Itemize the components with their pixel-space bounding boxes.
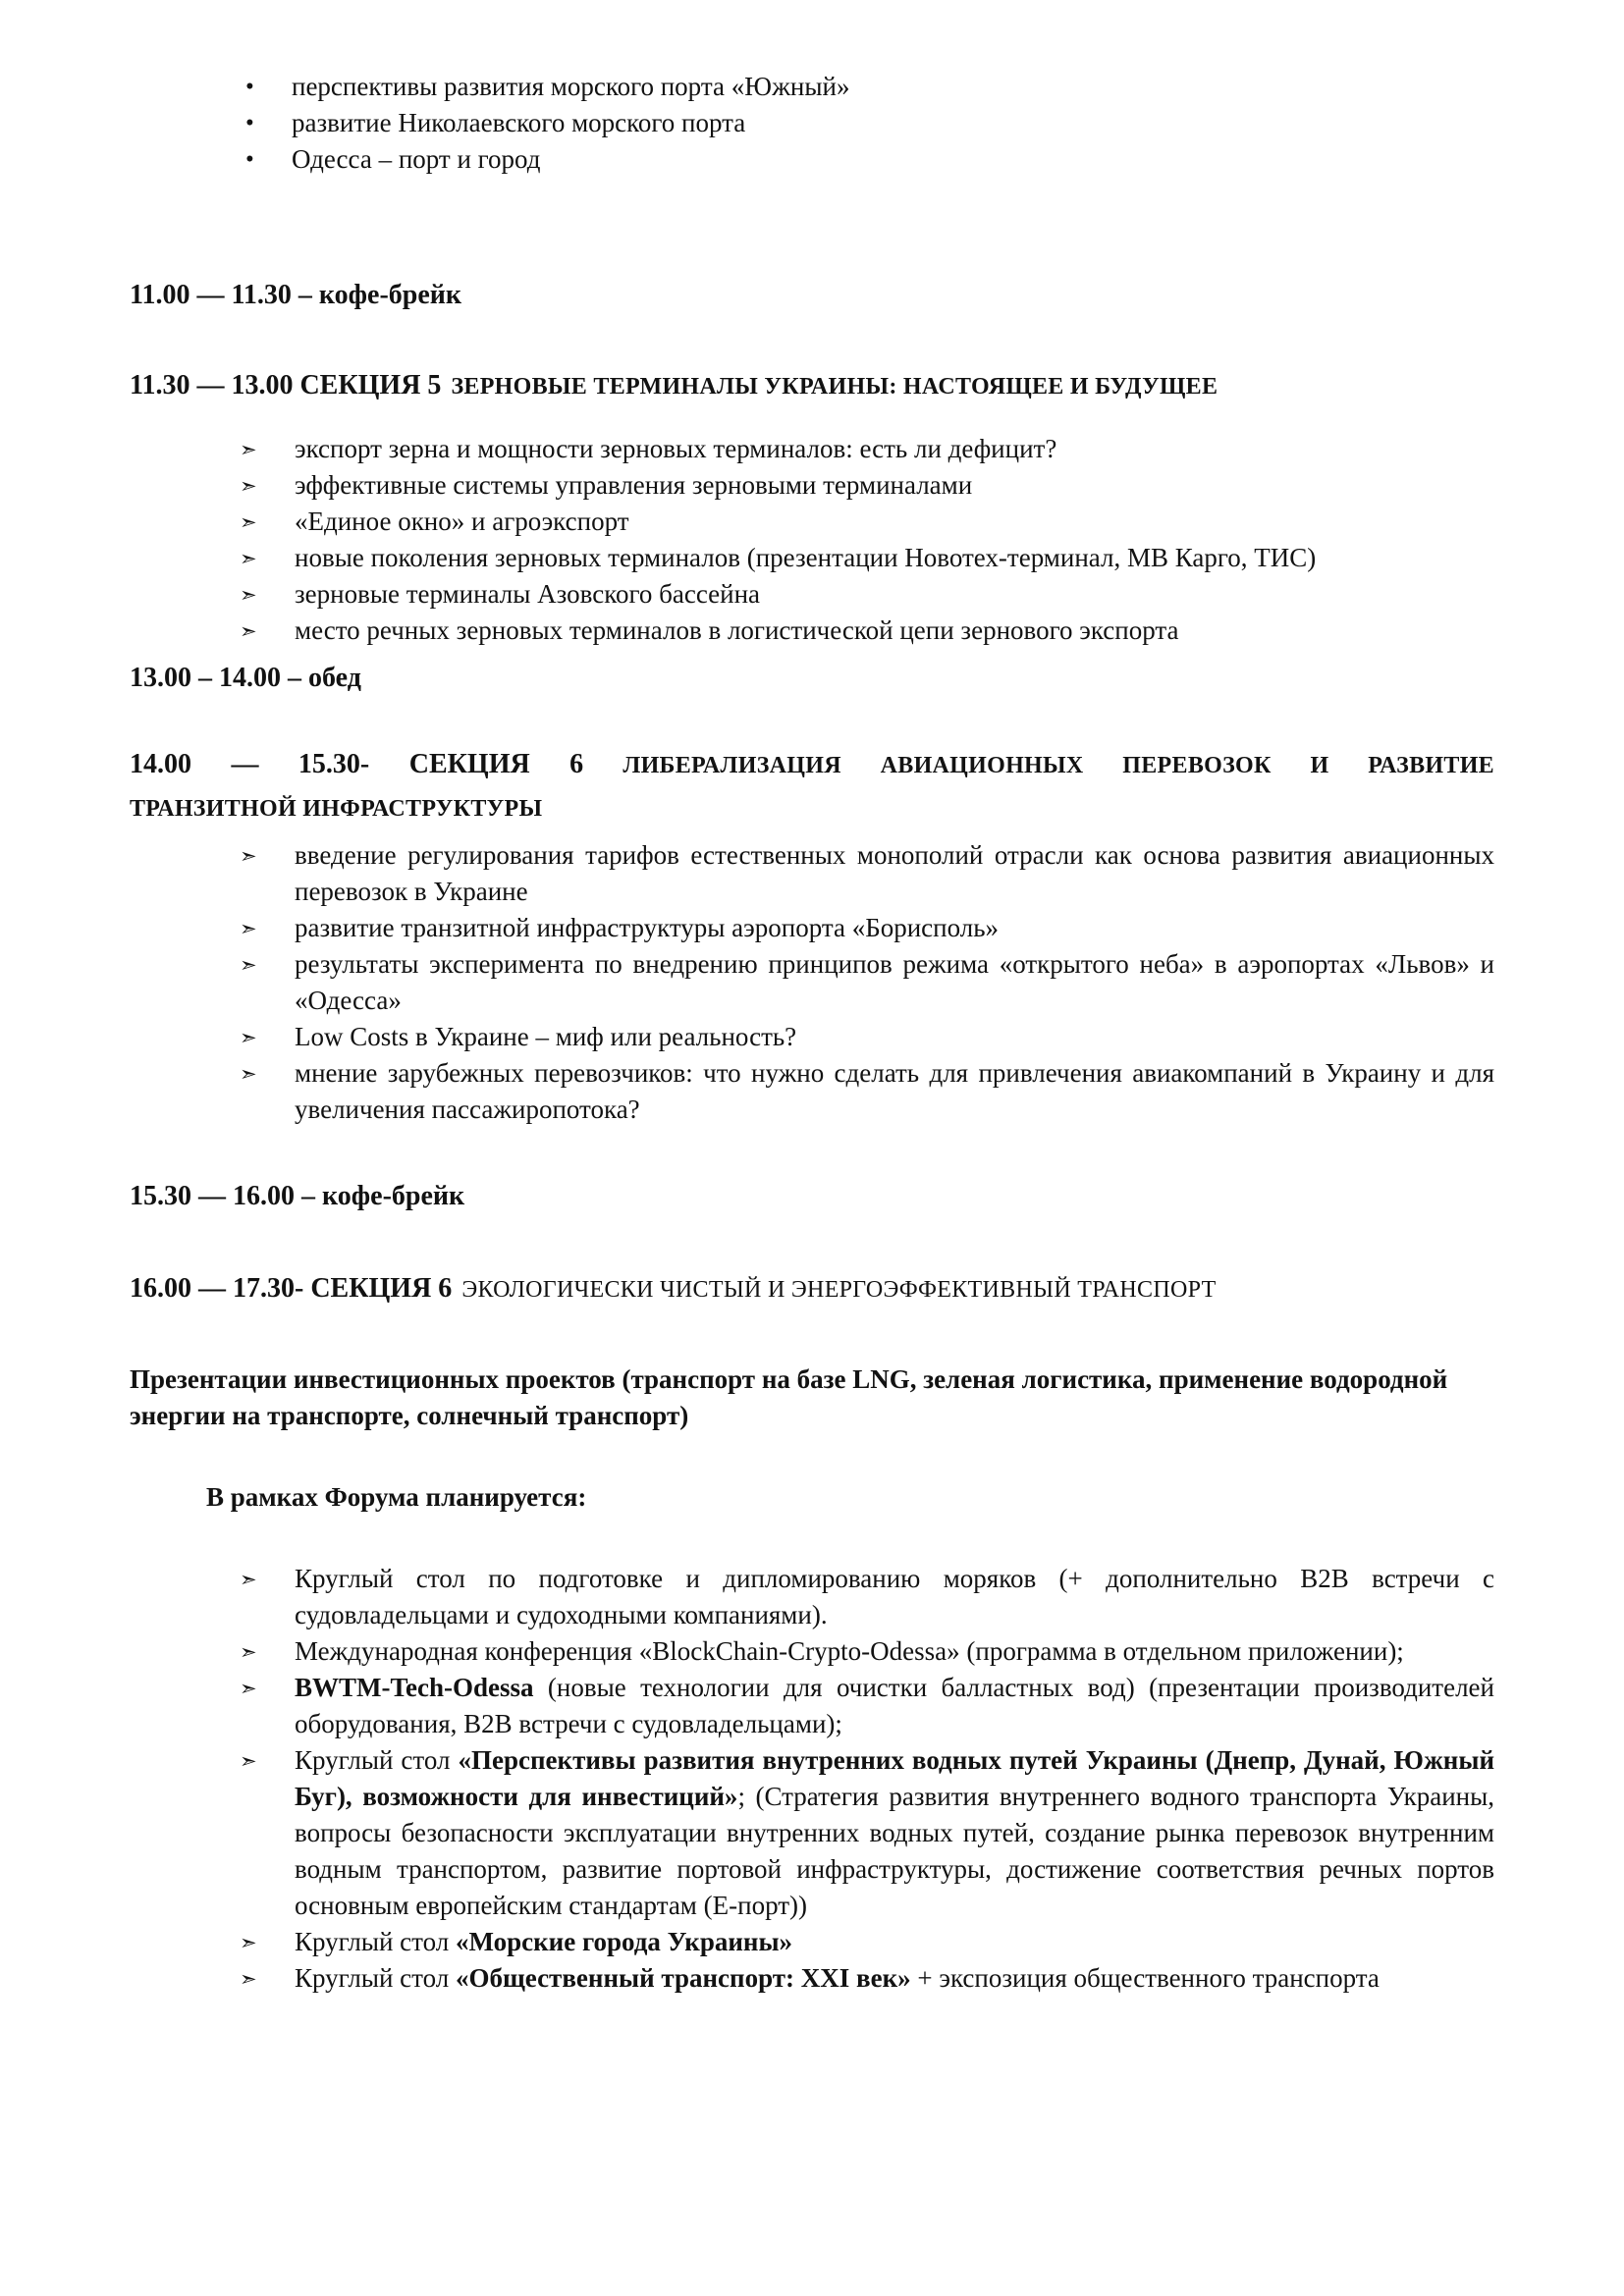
list-item [130,946,1494,1019]
list-item-text: экспорт зерна и мощности зерновых терминалов: есть ли дефицит? [295,434,1057,463]
section6b-time: 16.00 — 17.30- СЕКЦИЯ 6 [130,1273,453,1304]
list-item [130,141,1494,178]
section5-title: ЗЕРНОВЫЕ ТЕРМИНАЛЫ УКРАИНЫ: НАСТОЯЩЕЕ И БУДУЩЕЕ [451,374,1218,400]
arrow-bullet-icon: ➣ [240,1640,257,1664]
section6b-title: ЭКОЛОГИЧЕСКИ ЧИСТЫЙ И ЭНЕРГОЭФФЕКТИВНЫЙ ТРАНСПОРТ [461,1277,1217,1303]
text-run-bold: «Морские города Украины» [455,1927,793,1956]
investment-presentations-paragraph: Презентации инвестиционных проектов (транспорт на базе LNG, зеленая логистика, применение водородной энергии на транспорте, солнечный транспорт) [130,1364,1448,1430]
list-item-text: новые поколения зерновых терминалов (презентации Новотех-терминал, МВ Карго, ТИС) [295,543,1317,572]
list-item [130,576,1494,613]
arrow-bullet-icon: ➣ [240,917,257,940]
list-item [130,1055,1494,1128]
list-item [130,613,1494,649]
lunch-heading: 13.00 – 14.00 – обед [130,663,361,693]
arrow-bullet-icon: ➣ [240,547,257,570]
arrow-bullet-icon: ➣ [240,1026,257,1049]
section6a-heading [130,743,1494,829]
list-item [130,540,1494,576]
text-run-bold: «Общественный транспорт: XXI век» [455,1963,911,1993]
list-item [130,1670,1494,1742]
list-item-text [295,1636,1404,1666]
list-item [130,837,1494,910]
arrow-bullet-icon: ➣ [240,474,257,498]
section5-topic-list [130,431,1494,649]
list-item [130,105,1494,141]
section6b-heading [130,1267,1494,1310]
list-item-text [295,1963,1380,1993]
section6a-heading-line2 [130,786,1494,829]
list-item [130,910,1494,946]
arrow-bullet-icon: ➣ [240,1062,257,1086]
coffee-break-1-heading: 11.00 — 11.30 – кофе-брейк [130,280,462,310]
forum-plan-heading: В рамках Форума планируется: [206,1482,587,1512]
arrow-bullet-icon: ➣ [240,1967,257,1991]
arrow-bullet-icon: ➣ [240,619,257,643]
arrow-bullet-icon: ➣ [240,583,257,607]
list-item-text: результаты эксперимента по внедрению принципов режима «открытого неба» в аэропортах «Львов» и «Одесса» [295,949,1494,1015]
section5-heading [130,364,1494,407]
list-item-text: эффективные системы управления зерновыми терминалами [295,470,973,500]
text-run: ; (Стратегия развития внутреннего водного транспорта Украины, вопросы безопасности эксплуатации внутренних водных путей, создание рынка перевозок внутренним водным транспортом, развитие портовой инфраструктуры, достижение соответствия речных портов основным европейским стандартам (Е-порт)) [295,1782,1494,1920]
list-item-text: «Единое окно» и агроэкспорт [295,507,629,536]
section6a-title-line2: ТРАНЗИТНОЙ ИНФРАСТРУКТУРЫ [130,796,543,822]
list-item-text: развитие Николаевского морского порта [292,108,746,137]
list-item [130,431,1494,467]
arrow-bullet-icon: ➣ [240,1931,257,1954]
section6a-title-line1: ЛИБЕРАЛИЗАЦИЯ АВИАЦИОННЫХ ПЕРЕВОЗОК И РАЗВИТИЕ [623,753,1494,778]
text-run: + экспозиция общественного транспорта [910,1963,1380,1993]
list-item-text: Low Costs в Украине – миф или реальность? [295,1022,797,1051]
text-run: Круглый стол [295,1745,459,1775]
text-run: Круглый стол [295,1963,456,1993]
text-run-bold: «Перспективы развития внутренних водных путей Украины (Днепр, Дунай, Южный Буг), возможности для инвестиций» [295,1745,1495,1811]
coffee-break-2-heading: 15.30 — 16.00 – кофе-брейк [130,1181,465,1211]
text-run: (новые технологии для очистки балластных вод) (презентации производителей оборудования, B2B встречи с судовладельцами); [295,1673,1494,1738]
list-item-text: зерновые терминалы Азовского бассейна [295,579,761,609]
list-item-text: мнение зарубежных перевозчиков: что нужно сделать для привлечения авиакомпаний в Украину и для увеличения пассажиропотока? [295,1058,1494,1124]
arrow-bullet-icon: ➣ [240,1749,257,1773]
list-item-text [295,1745,1494,1920]
list-item [130,1561,1494,1633]
list-item [130,1742,1494,1924]
list-item-text: перспективы развития морского порта «Южный» [292,72,850,101]
disc-bullet-icon: • [245,74,254,100]
section6a-topic-list [130,837,1494,1128]
disc-bullet-icon: • [245,110,254,136]
arrow-bullet-icon: ➣ [240,510,257,534]
list-item-text: введение регулирования тарифов естественных монополий отрасли как основа развития авиационных перевозок в Украине [295,840,1494,906]
forum-plan-list [130,1561,1494,1997]
list-item-text: место речных зерновых терминалов в логистической цепи зернового экспорта [295,615,1179,645]
disc-bullet-icon: • [245,146,254,173]
arrow-bullet-icon: ➣ [240,1568,257,1591]
list-item [130,1960,1494,1997]
list-item-text [295,1927,792,1956]
list-item [130,1019,1494,1055]
list-item [130,1924,1494,1960]
list-item-text [295,1673,1494,1738]
arrow-bullet-icon: ➣ [240,844,257,868]
list-item [130,504,1494,540]
section5-time: 11.30 — 13.00 СЕКЦИЯ 5 [130,370,442,400]
text-run: Международная конференция «BlockChain-Crypto-Odessa» (программа в отдельном приложении); [295,1636,1404,1666]
list-item [130,1633,1494,1670]
arrow-bullet-icon: ➣ [240,1677,257,1700]
arrow-bullet-icon: ➣ [240,953,257,977]
intro-bullet-list [130,69,1494,178]
list-item-text [295,1564,1494,1629]
list-item [130,467,1494,504]
section6a-heading-line1 [130,743,1494,786]
arrow-bullet-icon: ➣ [240,438,257,461]
text-run-bold: BWTM-Tech-Odessa [295,1673,534,1702]
section6a-time: 14.00 — 15.30- СЕКЦИЯ 6 [130,749,584,779]
text-run: Круглый стол [295,1927,456,1956]
list-item [130,69,1494,105]
list-item-text: Одесса – порт и город [292,144,541,174]
text-run: Круглый стол по подготовке и дипломированию моряков (+ дополнительно B2B встречи с судовладельцами и судоходными компаниями). [295,1564,1494,1629]
list-item-text: развитие транзитной инфраструктуры аэропорта «Борисполь» [295,913,1000,942]
